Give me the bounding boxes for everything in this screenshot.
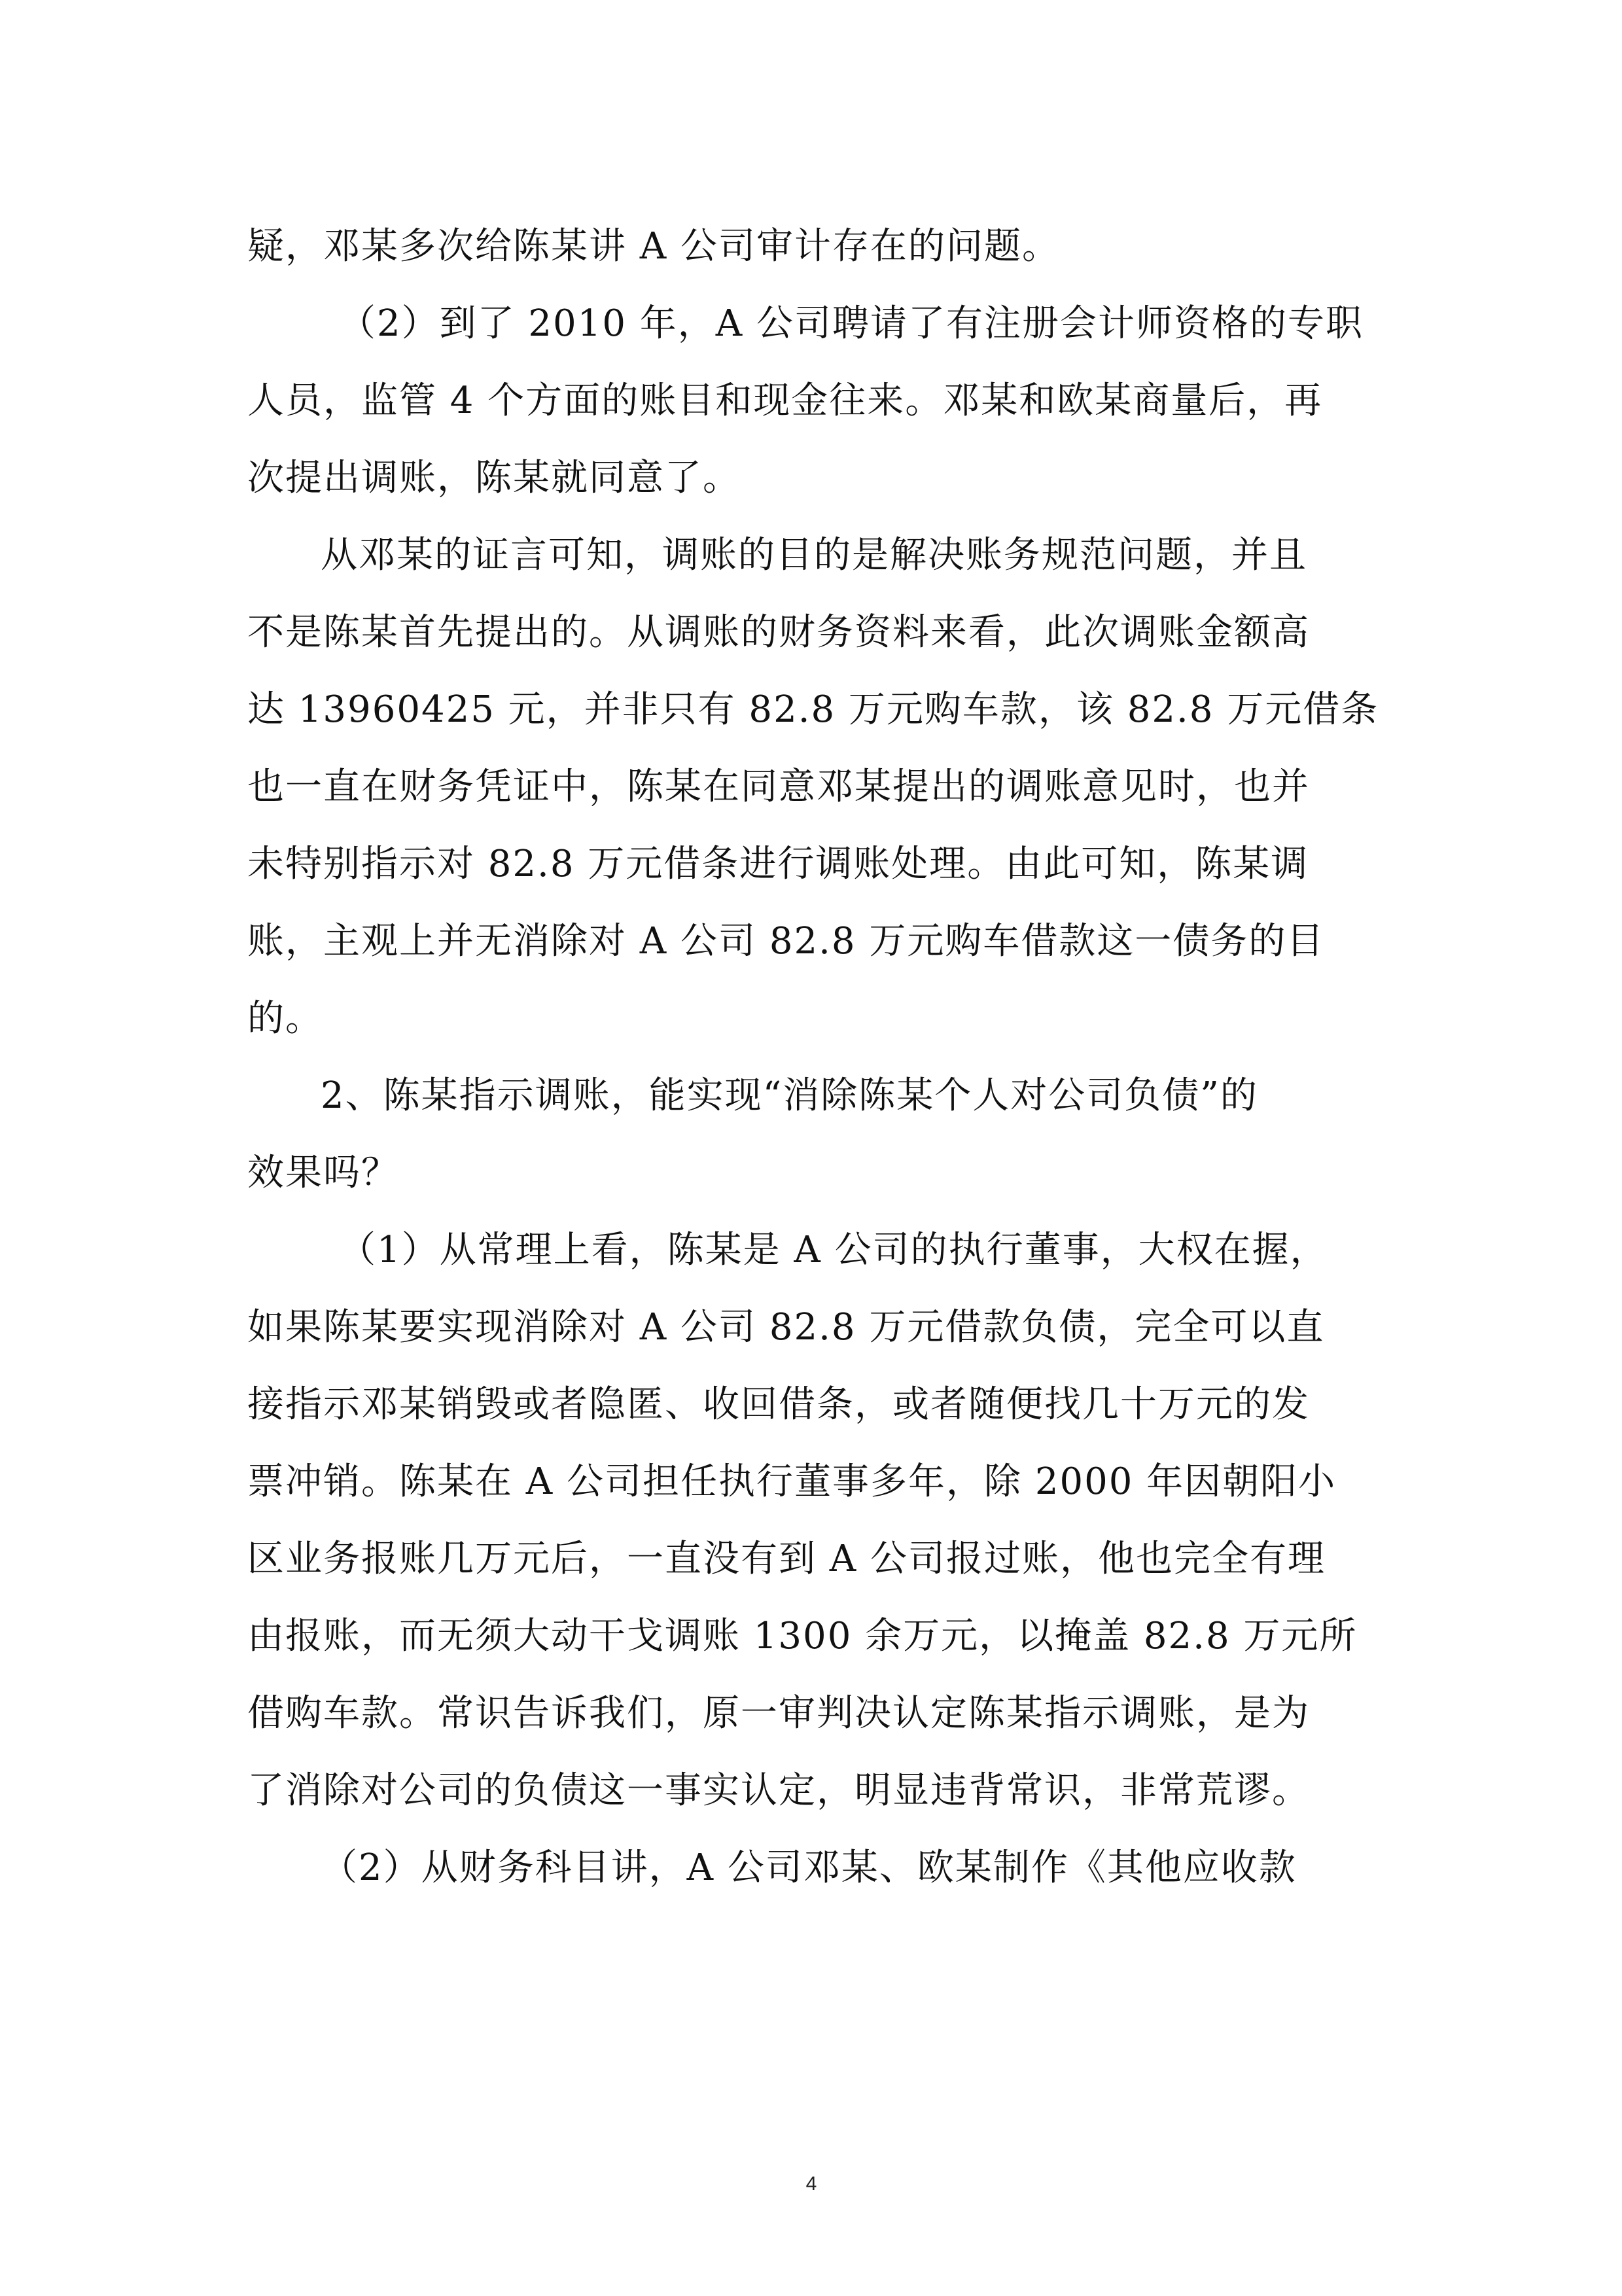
text-line: 接指示邓某销毁或者隐匿、收回借条，或者随便找几十万元的发: [247, 1383, 1310, 1426]
text-line: 账，主观上并无消除对 A 公司 82.8 万元购车借款这一债务的目: [247, 920, 1325, 963]
text-line: （2）到了 2010 年，A 公司聘请了有注册会计师资格的专职: [339, 302, 1364, 345]
page-number: 4: [805, 2173, 817, 2195]
text-line: （1）从常理上看，陈某是 A 公司的执行董事，大权在握，: [339, 1229, 1328, 1271]
text-line: 效果吗？: [247, 1152, 399, 1194]
text-line: 2、陈某指示调账，能实现“消除陈某个人对公司负债”的: [321, 1074, 1258, 1117]
text-line: 人员，监管 4 个方面的账目和现金往来。邓某和欧某商量后，再: [247, 380, 1323, 422]
text-line: 疑，邓某多次给陈某讲 A 公司审计存在的问题。: [247, 225, 1061, 268]
text-line: 达 13960425 元，并非只有 82.8 万元购车款，该 82.8 万元借条: [247, 688, 1379, 731]
text-line: 不是陈某首先提出的。从调账的财务资料来看，此次调账金额高: [247, 611, 1310, 654]
text-line: 未特别指示对 82.8 万元借条进行调账处理。由此可知，陈某调: [247, 843, 1309, 885]
text-line: 的。: [247, 997, 323, 1040]
text-line: 区业务报账几万元后，一直没有到 A 公司报过账，他也完全有理: [247, 1538, 1326, 1580]
text-line: 如果陈某要实现消除对 A 公司 82.8 万元借款负债，完全可以直: [247, 1306, 1325, 1349]
text-line: 借购车款。常识告诉我们，原一审判决认定陈某指示调账，是为: [247, 1692, 1310, 1735]
body-text: [247, 208, 1379, 1907]
text-line: 次提出调账，陈某就同意了。: [247, 457, 741, 499]
text-line: （2）从财务科目讲，A 公司邓某、欧某制作《其他应收款: [321, 1846, 1297, 1889]
text-line: 票冲销。陈某在 A 公司担任执行董事多年，除 2000 年因朝阳小: [247, 1460, 1337, 1503]
text-line: 由报账，而无须大动干戈调账 1300 余万元，以掩盖 82.8 万元所: [247, 1615, 1358, 1657]
text-line: 从邓某的证言可知，调账的目的是解决账务规范问题，并且: [321, 534, 1307, 576]
text-line: 也一直在财务凭证中，陈某在同意邓某提出的调账意见时，也并: [247, 766, 1310, 808]
text-line: 了消除对公司的负债这一事实认定，明显违背常识，非常荒谬。: [247, 1769, 1310, 1812]
